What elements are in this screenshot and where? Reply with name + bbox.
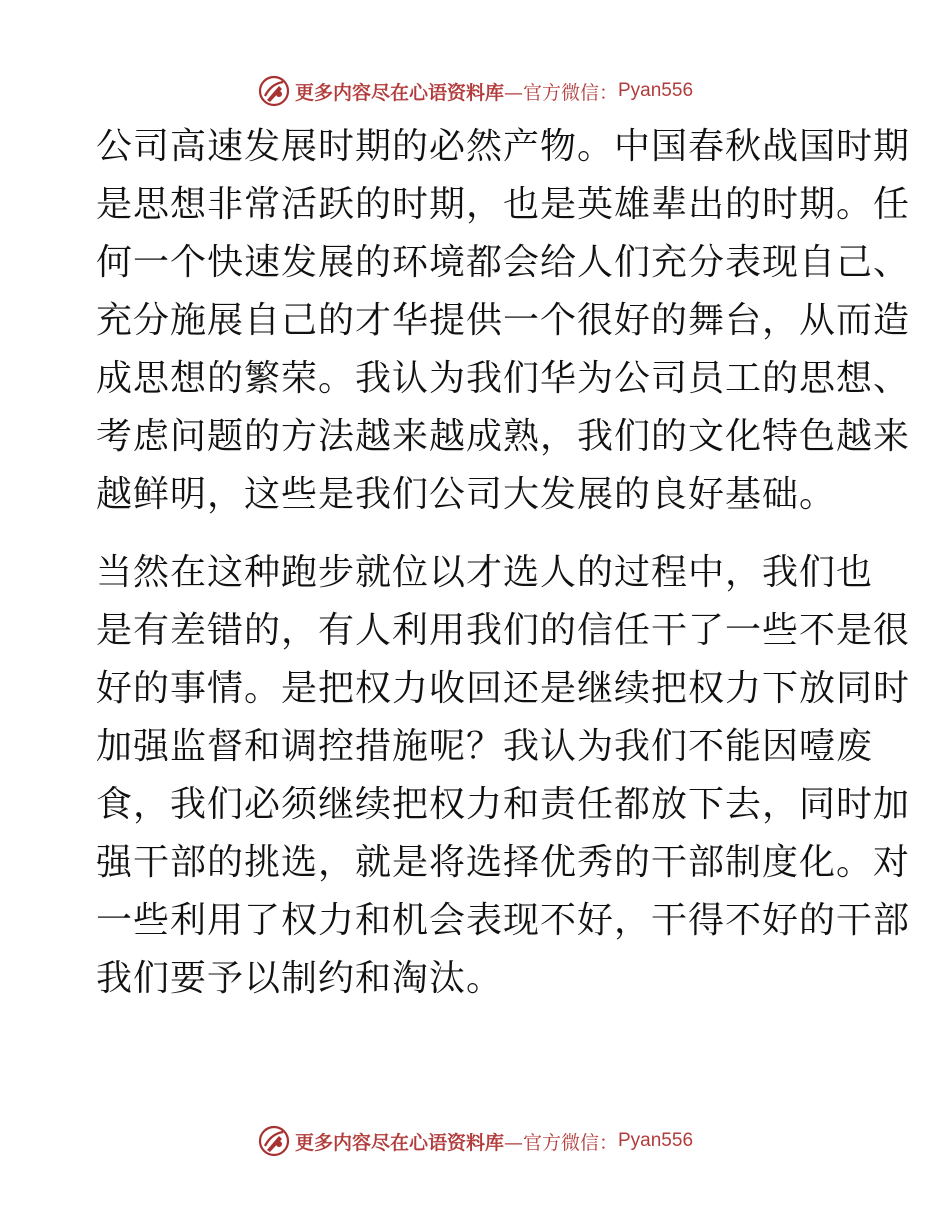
- paragraph-line: 好的事情。是把权力收回还是继续把权力下放同时: [96, 668, 911, 709]
- paragraph-line: 充分施展自己的才华提供一个很好的舞台，从而造: [96, 300, 911, 341]
- paragraph-1: [96, 118, 911, 524]
- header-wechat-id: Pyan556: [618, 80, 694, 101]
- paragraph-line: 加强监督和调控措施呢？我认为我们不能因噎废: [96, 726, 874, 767]
- pen-logo-icon: [257, 74, 291, 108]
- paragraph-2: [96, 544, 911, 1008]
- header-watermark-separator: —官方微信：: [503, 81, 618, 104]
- paragraph-line: 一些利用了权力和机会表现不好，干得不好的干部: [96, 900, 911, 941]
- paragraph-line: 公司高速发展时期的必然产物。中国春秋战国时期: [96, 126, 911, 167]
- paragraph-line: 食，我们必须继续把权力和责任都放下去，同时加: [96, 784, 911, 825]
- header-watermark-text: 更多内容尽在心语资料库: [294, 81, 504, 104]
- footer-wechat-id: Pyan556: [618, 1130, 694, 1151]
- paragraph-line: 何一个快速发展的环境都会给人们充分表现自己、: [96, 242, 911, 283]
- footer-watermark: [0, 1121, 950, 1161]
- paragraph-line: 当然在这种跑步就位以才选人的过程中，我们也: [96, 552, 874, 593]
- paragraph-line: 是思想非常活跃的时期，也是英雄辈出的时期。任: [96, 184, 911, 225]
- paragraph-line: 成思想的繁荣。我认为我们华为公司员工的思想、: [96, 358, 911, 399]
- footer-watermark-text: 更多内容尽在心语资料库: [294, 1131, 504, 1154]
- paragraph-line: 我们要予以制约和淘汰。: [96, 958, 504, 999]
- header-watermark: [0, 71, 950, 111]
- pen-logo-icon: [257, 1124, 291, 1158]
- paragraph-line: 越鲜明，这些是我们公司大发展的良好基础。: [96, 474, 837, 515]
- paragraph-line: 考虑问题的方法越来越成熟，我们的文化特色越来: [96, 416, 911, 457]
- footer-watermark-separator: —官方微信：: [503, 1131, 618, 1154]
- paragraph-line: 强干部的挑选，就是将选择优秀的干部制度化。对: [96, 842, 911, 883]
- paragraph-line: 是有差错的，有人利用我们的信任干了一些不是很: [96, 610, 911, 651]
